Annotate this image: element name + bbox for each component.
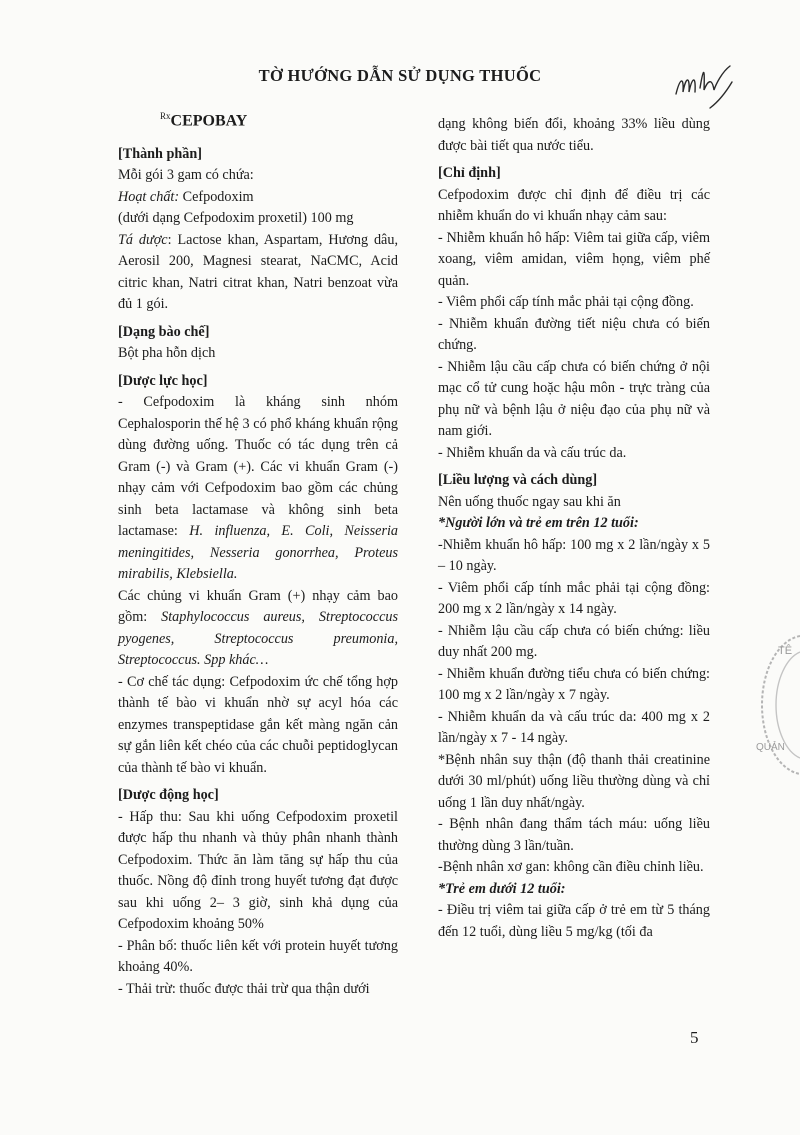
excipient-label: Tá dược <box>118 231 168 248</box>
paragraph: - Viêm phổi cấp tính mắc phải tại cộng đồng: 200 mg x 2 lần/ngày x 14 ngày. <box>438 579 710 617</box>
product-name-text: CEPOBAY <box>170 112 248 130</box>
paragraph: - Nhiễm khuẩn da và cấu trúc da. <box>438 444 627 461</box>
subheading-child: *Trẻ em dưới 12 tuổi: <box>438 880 566 897</box>
paragraph: - Nhiễm khuẩn da và cấu trúc da: 400 mg x 2 lần/ngày x 7 - 14 ngày. <box>438 708 710 746</box>
section-heading-thanh-phan: [Thành phần] <box>118 145 202 162</box>
paragraph: Mỗi gói 3 gam có chứa: <box>118 167 254 184</box>
paragraph: - Nhiễm lậu cầu cấp chưa có biến chứng: liều duy nhất 200 mg. <box>438 622 710 660</box>
paragraph: Cefpodoxim được chỉ định để điều trị các nhiễm khuẩn do vi khuẩn nhạy cảm sau: <box>438 186 710 224</box>
subheading-adult: *Người lớn và trẻ em trên 12 tuổi: <box>438 515 639 531</box>
paragraph: - Phân bố: thuốc liên kết với protein huyết tương khoảng 40%. <box>118 937 398 976</box>
page-title: TỜ HƯỚNG DẪN SỬ DỤNG THUỐC <box>258 66 542 85</box>
right-column <box>438 114 710 943</box>
rx-mark: Rx <box>160 111 171 121</box>
section-heading-dang-bao-che: [Dạng bào chế] <box>118 323 210 340</box>
stamp-text-bottom: QUẢN <box>756 742 785 753</box>
paragraph: Nên uống thuốc ngay sau khi ăn <box>438 493 621 510</box>
active-ingredient-value: Cefpodoxim <box>179 188 254 205</box>
handwritten-initials <box>670 58 740 118</box>
paragraph: - Hấp thu: Sau khi uống Cefpodoxim proxetil được hấp thu nhanh và thủy phân nhanh thành Cefpodoxim. Thức ăn làm tăng sự hấp thu của thuốc. Nồng độ đỉnh trong huyết tương đạt được sau khi uống 2– 3 giờ, sinh khả dụng của Cefpodoxim khoảng 50% <box>118 808 398 933</box>
excipient-value: : Lactose khan, Aspartam, Hương dâu, Aerosil 200, Magnesi stearat, NaCMC, Acid citric khan, Natri citrat khan, Natri benzoat vừa đủ 1 gói. <box>118 231 398 313</box>
product-name <box>160 106 398 132</box>
section-heading-duoc-luc-hoc: [Dược lực học] <box>118 372 208 389</box>
paragraph <box>118 187 398 209</box>
section-heading-duoc-dong-hoc: [Dược động học] <box>118 787 219 804</box>
paragraph: - Bệnh nhân đang thẩm tách máu: uống liều thường dùng 3 lần/tuần. <box>438 816 710 854</box>
paragraph: (dưới dạng Cefpodoxim proxetil) 100 mg <box>118 210 354 227</box>
paragraph <box>118 392 398 586</box>
text: Các chủng vi khuẩn Gram (+) nhạy cảm bao gồm: <box>118 587 398 626</box>
text: - Cefpodoxim là kháng sinh nhóm Cephalosporin thế hệ 3 có phổ kháng khuẩn rộng dùng đường uống. Thuốc có tác dụng trên cả Gram (-) và Gram (+). Các vi khuẩn Gram (-) nhạy cảm với Cefpodoxim bao gồm các chủng sinh beta lactamase và không sinh beta lactamase: <box>118 394 398 540</box>
active-ingredient-label: Hoạt chất: <box>118 188 180 205</box>
bacteria-list: H. influenza, E. Coli, Neisseria meningitides, Nesseria gonorrhea, Proteus mirabilis, Klebsiella. <box>118 523 398 583</box>
paragraph: - Nhiễm khuẩn hô hấp: Viêm tai giữa cấp, viêm xoang, viêm amidan, viêm họng, viêm phế quản. <box>438 229 710 289</box>
bacteria-list: Staphylococcus aureus, Streptococcus pyogenes, Streptococcus preumonia, Streptococcus. Spp khác… <box>118 609 398 669</box>
left-column <box>118 100 398 1000</box>
paragraph <box>118 586 398 672</box>
section-heading-chi-dinh: [Chỉ định] <box>438 165 501 181</box>
paragraph: - Nhiễm khuẩn đường tiết niệu chưa có biến chứng. <box>438 315 710 353</box>
stamp-mark <box>748 630 800 780</box>
paragraph: -Bệnh nhân xơ gan: không cần điều chỉnh liều. <box>438 859 704 875</box>
paragraph: - Nhiễm khuẩn đường tiểu chưa có biến chứng: 100 mg x 2 lần/ngày x 7 ngày. <box>438 665 710 703</box>
paragraph: - Cơ chế tác dụng: Cefpodoxim ức chế tổng hợp thành tế bào vi khuẩn nhờ sự acyl hóa các enzymes transpeptidase gắn kết màng ngăn cản sự gắn liên kết chéo của các chuỗi peptidoglycan của thành tế bào vi khuẩn. <box>118 673 398 776</box>
paragraph: Bột pha hỗn dịch <box>118 345 216 362</box>
page-number: 5 <box>690 1028 699 1047</box>
paragraph: - Nhiễm lậu cầu cấp chưa có biến chứng ở nội mạc cổ tử cung hoặc hậu môn - trực tràng của phụ nữ và bệnh lậu ở niệu đạo của phụ nữ và nam giới. <box>438 358 710 439</box>
paragraph: *Bệnh nhân suy thận (độ thanh thải creatinine dưới 30 ml/phút) uống liều thường dùng và chỉ uống 1 lần duy nhất/ngày. <box>438 751 710 811</box>
paragraph: -Nhiễm khuẩn hô hấp: 100 mg x 2 lần/ngày x 5 – 10 ngày. <box>438 536 710 574</box>
stamp-text-top: TÊ <box>778 645 793 657</box>
paragraph: - Viêm phổi cấp tính mắc phải tại cộng đồng. <box>438 294 694 310</box>
section-heading-lieu-luong: [Liều lượng và cách dùng] <box>438 472 598 488</box>
paragraph: - Điều trị viêm tai giữa cấp ở trẻ em từ 5 tháng đến 12 tuổi, dùng liều 5 mg/kg (tối đa <box>438 902 710 940</box>
paragraph: - Thải trừ: thuốc được thải trừ qua thận dưới <box>118 980 370 997</box>
paragraph: dạng không biến đổi, khoảng 33% liều dùng được bài tiết qua nước tiểu. <box>438 116 710 154</box>
paragraph <box>118 230 398 316</box>
